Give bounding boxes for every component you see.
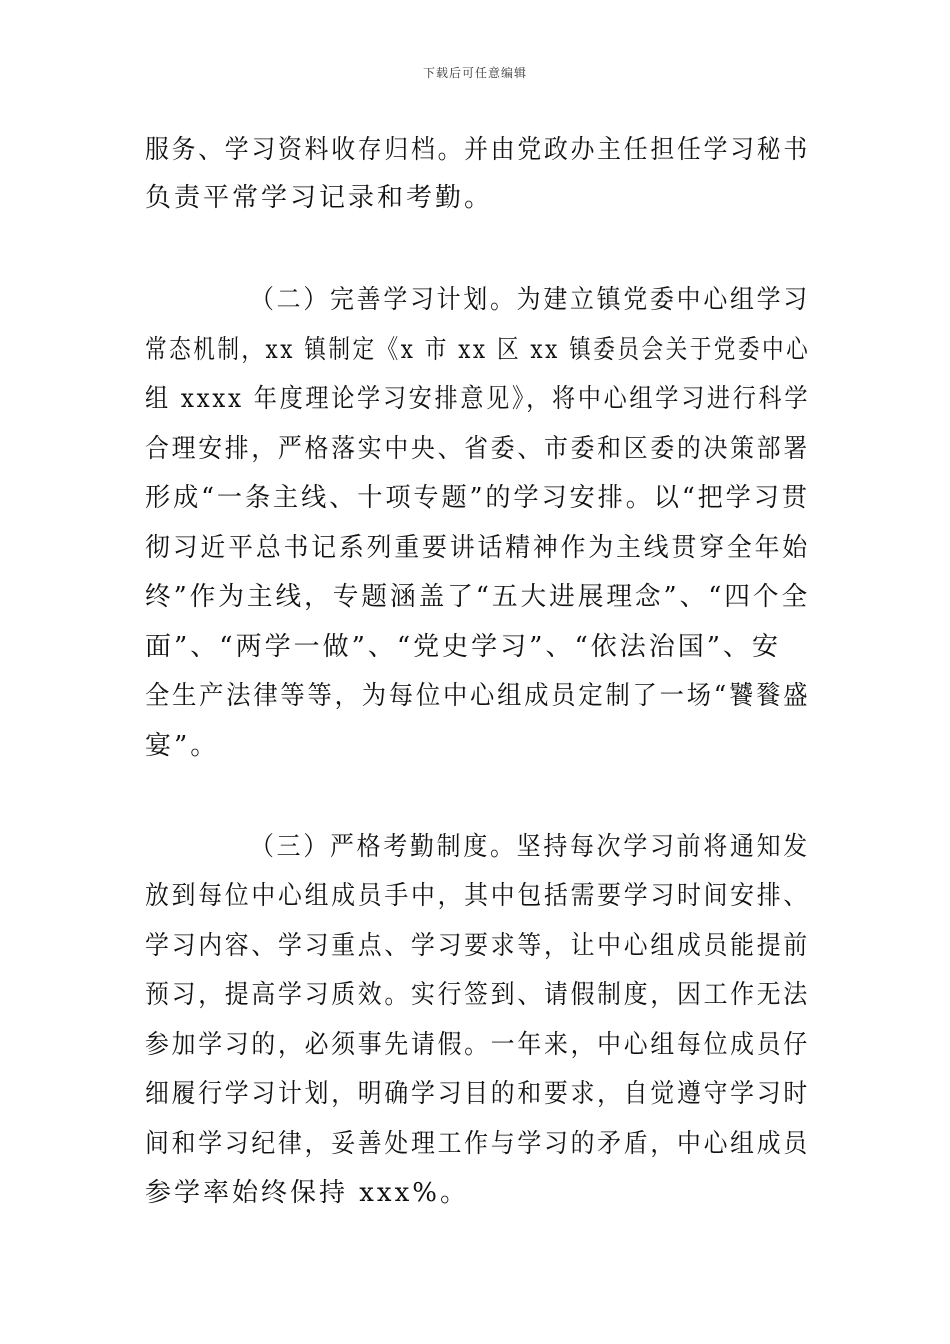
text-line: 参加学习的，必须事先请假。一年来，中心组每位成员仔 <box>145 1030 810 1060</box>
text-line: 预习，提高学习质效。实行签到、请假制度，因工作无法 <box>145 980 810 1010</box>
text-line: 组 xxxx 年度理论学习安排意见》，将中心组学习进行科学 <box>145 384 811 414</box>
text-line: 细履行学习计划，明确学习目的和要求，自觉遵守学习时 <box>145 1079 810 1109</box>
text-line: 面”、“两学一做”、“党史学习”、“依法治国”、安 <box>145 632 782 662</box>
text-line: 学习内容、学习重点、学习要求等，让中心组成员能提前 <box>145 931 810 961</box>
text-line: 全生产法律等等，为每位中心组成员定制了一场“饕餮盛 <box>145 681 811 711</box>
text-line: 终”作为主线，专题涵盖了“五大进展理念”、“四个全 <box>145 582 811 612</box>
text-line: 参学率始终保持 xxx%。 <box>145 1178 469 1208</box>
text-line: 彻习近平总书记系列重要讲话精神作为主线贯穿全年始 <box>145 533 811 563</box>
text-line: 负责平常学习记录和考勤。 <box>145 183 494 213</box>
text-line: 宴”。 <box>145 731 220 761</box>
section-heading-line: （二）完善学习计划。为建立镇党委中心组学习 <box>250 285 810 315</box>
text-line: 形成“一条主线、十项专题”的学习安排。以“把学习贯 <box>145 483 810 513</box>
text-line: 合理安排，严格落实中央、省委、市委和区委的决策部署 <box>145 434 810 464</box>
text-line: 常态机制，xx 镇制定《x 市 xx 区 xx 镇委员会关于党委中心 <box>145 335 811 365</box>
section-heading-line: （三）严格考勤制度。坚持每次学习前将通知发 <box>250 832 810 862</box>
page-header: 下载后可任意编辑 <box>422 66 527 80</box>
text-line: 间和学习纪律，妥善处理工作与学习的矛盾，中心组成员 <box>145 1129 810 1159</box>
text-line: 服务、学习资料收存归档。并由党政办主任担任学习秘书 <box>145 135 810 165</box>
text-line: 放到每位中心组成员手中，其中包括需要学习时间安排、 <box>145 881 810 911</box>
